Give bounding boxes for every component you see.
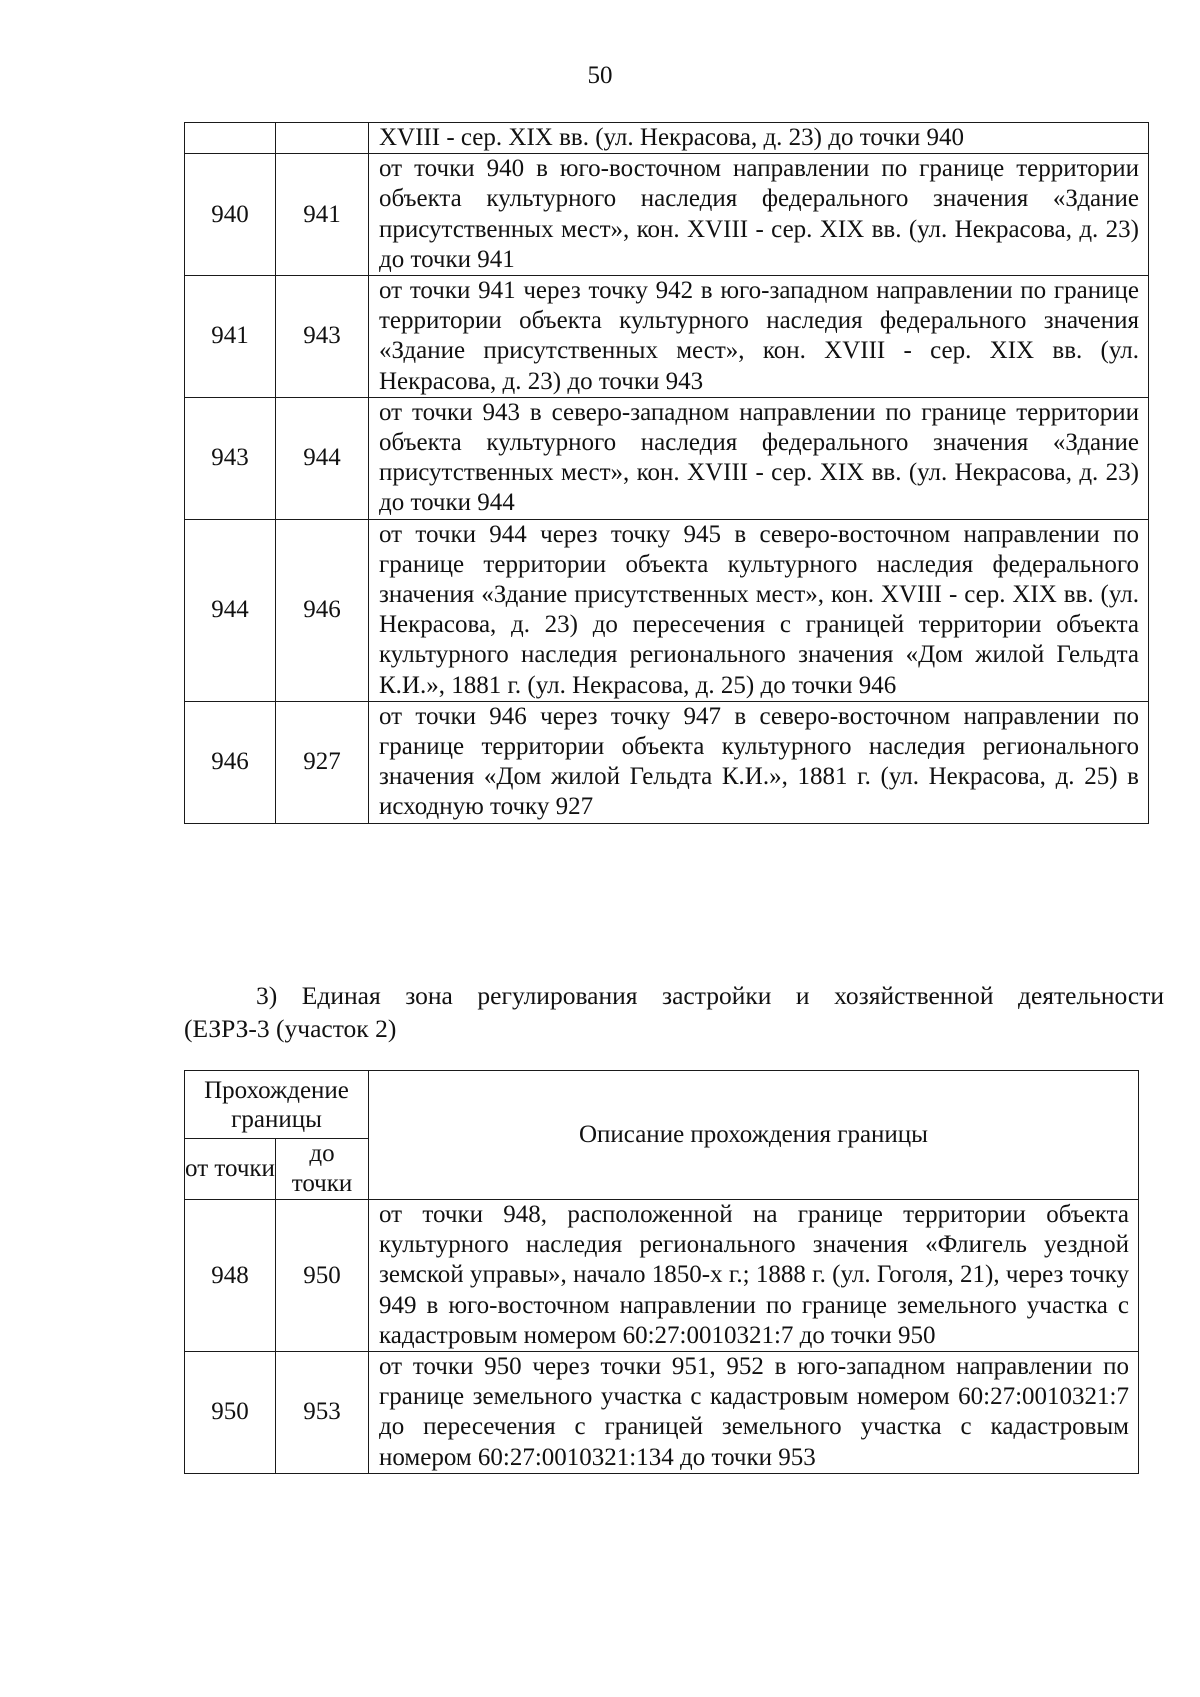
- table-header-row: [185, 1071, 1139, 1139]
- to-point-cell: 950: [276, 1200, 369, 1352]
- from-point-header: от точки: [185, 1139, 276, 1200]
- from-point-cell: 941: [185, 276, 276, 398]
- description-cell: XVIII - сер. XIX вв. (ул. Некрасова, д. 23) до точки 940: [369, 123, 1149, 154]
- from-point-cell: [185, 123, 276, 154]
- to-point-cell: 943: [276, 276, 369, 398]
- description-cell: от точки 950 через точки 951, 952 в юго-западном направлении по границе земельного участка с кадастровым номером 60:27:0010321:7 до пересечения с границей земельного участка с кадастровым номером 60:27:0010321:134 до точки 953: [369, 1352, 1139, 1474]
- to-point-cell: 941: [276, 154, 369, 276]
- table-row: [185, 1352, 1139, 1474]
- from-point-cell: 948: [185, 1200, 276, 1352]
- passage-header: Прохождение границы: [185, 1071, 369, 1139]
- boundary-table-2: [184, 1070, 1139, 1474]
- to-point-cell: 953: [276, 1352, 369, 1474]
- to-point-cell: [276, 123, 369, 154]
- description-cell: от точки 941 через точку 942 в юго-западном направлении по границе территории объекта культурного наследия федерального значения «Здание присутственных мест», кон. XVIII - сер. XIX вв. (ул. Некрасова, д. 23) до точки 943: [369, 276, 1149, 398]
- to-point-header: до точки: [276, 1139, 369, 1200]
- table-row: [185, 123, 1149, 154]
- boundary-table-1: [184, 122, 1149, 824]
- to-point-cell: 927: [276, 701, 369, 823]
- table-row: [185, 397, 1149, 519]
- from-point-cell: 946: [185, 701, 276, 823]
- section-heading: [184, 979, 1164, 1045]
- to-point-cell: 944: [276, 397, 369, 519]
- from-point-cell: 940: [185, 154, 276, 276]
- table-row: [185, 1200, 1139, 1352]
- description-cell: от точки 940 в юго-восточном направлении по границе территории объекта культурного наследия федерального значения «Здание присутственных мест», кон. XVIII - сер. XIX вв. (ул. Некрасова, д. 23) до точки 941: [369, 154, 1149, 276]
- table-row: [185, 154, 1149, 276]
- description-cell: от точки 946 через точку 947 в северо-восточном направлении по границе территории объекта культурного наследия регионального значения «Дом жилой Гельдта К.И.», 1881 г. (ул. Некрасова, д. 25) в исходную точку 927: [369, 701, 1149, 823]
- table-row: [185, 701, 1149, 823]
- section-heading-line-1: 3) Единая зона регулирования застройки и хозяйственной деятельности: [256, 981, 1164, 1010]
- description-header: Описание прохождения границы: [369, 1071, 1139, 1200]
- table-row: [185, 276, 1149, 398]
- page-number: 50: [587, 62, 613, 89]
- from-point-cell: 950: [185, 1352, 276, 1474]
- to-point-cell: 946: [276, 519, 369, 701]
- table-row: [185, 519, 1149, 701]
- from-point-cell: 944: [185, 519, 276, 701]
- description-cell: от точки 944 через точку 945 в северо-восточном направлении по границе территории объекта культурного наследия федерального значения «Здание присутственных мест», кон. XVIII - сер. XIX вв. (ул. Некрасова, д. 23) до пересечения с границей территории объекта культурного наследия регионального значения «Дом жилой Гельдта К.И.», 1881 г. (ул. Некрасова, д. 25) до точки 946: [369, 519, 1149, 701]
- description-cell: от точки 948, расположенной на границе территории объекта культурного наследия регионального значения «Флигель уездной земской управы», начало 1850-х г.; 1888 г. (ул. Гоголя, 21), через точку 949 в юго-восточном направлении по границе земельного участка с кадастровым номером 60:27:0010321:7 до точки 950: [369, 1200, 1139, 1352]
- description-cell: от точки 943 в северо-западном направлении по границе территории объекта культурного наследия федерального значения «Здание присутственных мест», кон. XVIII - сер. XIX вв. (ул. Некрасова, д. 23) до точки 944: [369, 397, 1149, 519]
- from-point-cell: 943: [185, 397, 276, 519]
- section-heading-line-2: (ЕЗРЗ-3 (участок 2): [184, 1014, 397, 1043]
